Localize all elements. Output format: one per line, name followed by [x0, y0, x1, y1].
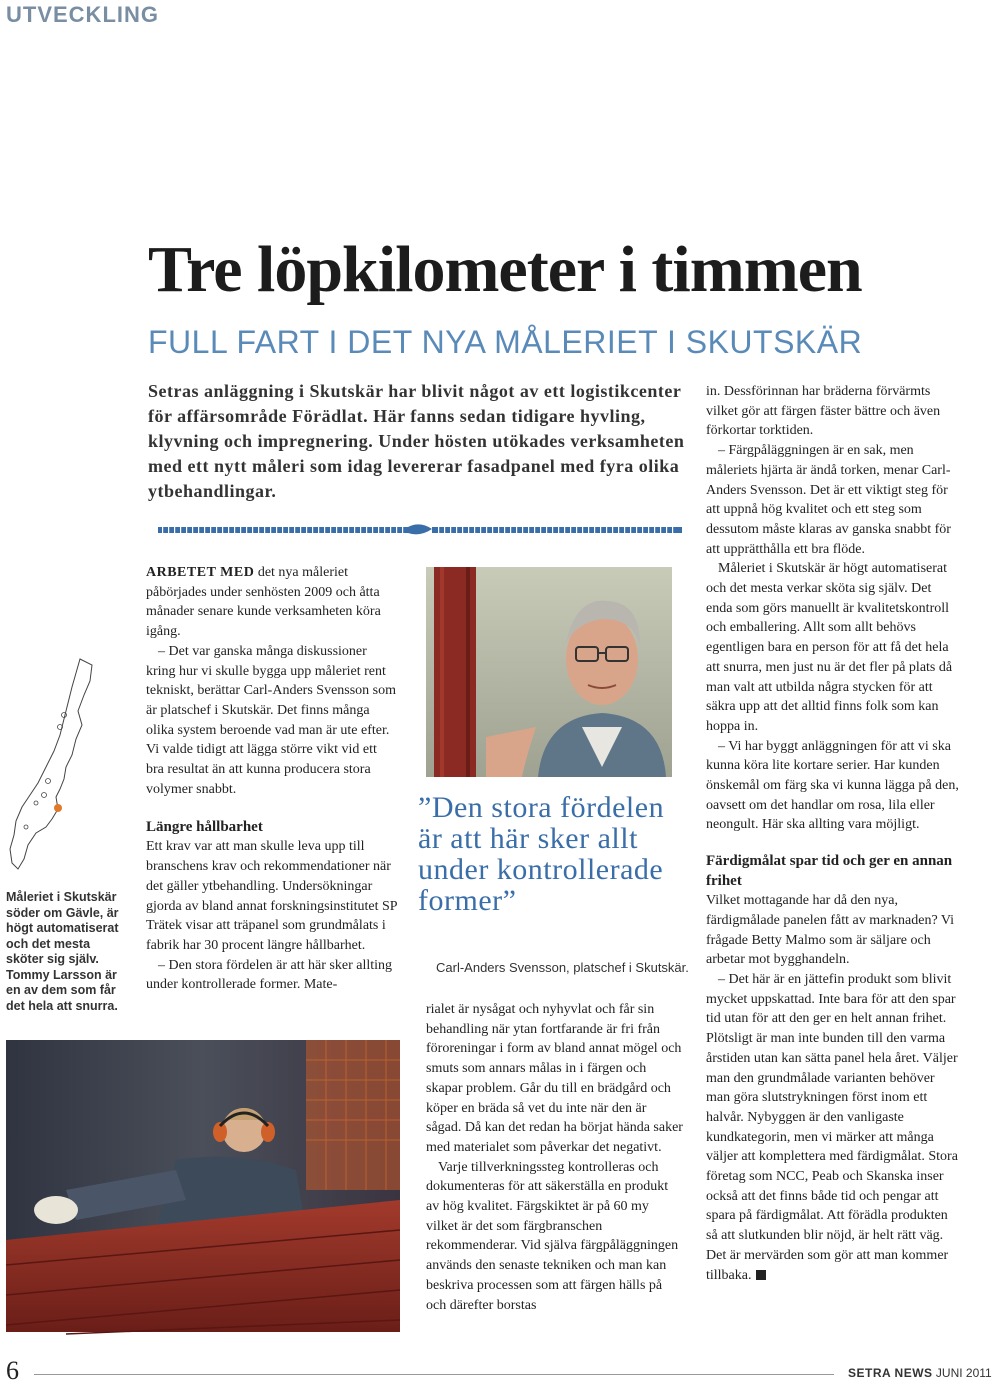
end-mark-icon	[756, 1270, 766, 1280]
subheading: Färdigmålat spar tid och ger en annan frihet	[706, 853, 953, 890]
magazine-name: SETRA NEWS	[848, 1366, 933, 1380]
lead-paragraph: Setras anläggning i Skutskär har blivit något av ett logistikcenter för affärsområde Förädlat. Här fanns sedan tidigare hyvling, klyvning och impregnering. Under hösten utökades verksamheten med ett nytt måleri som idag levererar fasadpanel med fyra olika ytbehandlingar.	[148, 381, 685, 501]
article-column-3	[706, 382, 960, 1285]
paragraph-text: – Det här är en jättefin produkt som blivit mycket uppskattad. Inte bara för att den spar tid utan för att den ger en helt annan frihet. Plötsligt är man inte bunden till den varma årstiden utan kan sätta panel hela året. Väljer man den grundmålade varianten behöver man göra slutstrykningen först inom ett halvår. Nybyggen är den vanligaste kundkategorin, men vi märker att många väljer att komplettera med färdigmålat. Stora företag som NCC, Peab och Skanska inser också att det finns både tid och pengar att spara på färdigmålat. Att förädla produkten så att slutkunden blir nöjd, är helt rätt väg. Det är mervärden som gör att man kommer tillbaka.	[706, 971, 958, 1283]
paragraph: Ett krav var att man skulle leva upp till branschens krav och rekommendationer när det gäller ytbehandling. Undersökningar gjorda av bland annat forskningsinstitutet SP Trätek visar att träpanel som grundmålats i fabrik har 30 procent längre hållbarhet.	[146, 839, 398, 953]
worker-photo	[6, 1040, 400, 1332]
quote-citation: Carl-Anders Svensson, platschef i Skutskär.	[436, 960, 689, 975]
paragraph	[706, 970, 960, 1285]
footer-masthead	[848, 1366, 992, 1380]
paragraph: rialet är nysågat och nyhyvlat och får sin behandling när ytan fortfarande är fri från föroreningar i form av bland annat mögel och smuts som annars målas in i färgen och skapar problem. Går du till en brädgård och köper en bräda så vet du inte när den är sågad. Då kan det redan ha börjat hända saker med materialet som påverkar det negativt.	[426, 1002, 683, 1155]
article-title: Tre löpkilometer i timmen	[148, 233, 862, 306]
section-label: UTVECKLING	[6, 2, 159, 27]
article-lead	[148, 379, 688, 504]
portrait-photo	[426, 567, 672, 777]
paragraph: – Vi har byggt anläggningen för att vi ska kunna köra lite kortare serier. Har kunden önskemål om färg ska vi kunna lägga på den, oavsett om det handlar om rosa, lila eller neongult. Här ska allting vara möjligt.	[706, 738, 959, 833]
quote-open-mark: ”	[418, 791, 432, 824]
article-column-2	[426, 1000, 684, 1315]
decorative-divider	[158, 523, 682, 537]
intro-text: det nya måleriet påbörjades under senhösten 2009 och åtta månader senare kunde verksamheten köra igång.	[146, 565, 381, 640]
pull-quote	[418, 792, 688, 916]
paragraph	[146, 563, 398, 642]
quote-close-mark: ”	[502, 884, 517, 917]
article-subtitle: FULL FART I DET NYA MÅLERIET I SKUTSKÄR	[148, 324, 863, 360]
subheading: Längre hållbarhet	[146, 819, 263, 836]
paragraph: – Det var ganska många diskussioner kring hur vi skulle bygga upp måleriet rent tekniskt, berättar Carl-Anders Svensson som är platschef i Skutskär. Det finns många olika system beroende vad man är ute efter. Vi valde tidigt att lägga större vikt vid ett bra resultat än att kunna producera stora volymer snabbt.	[146, 643, 397, 797]
quote-text: Den stora fördelen är att här sker allt under kontrollerade former	[418, 791, 665, 917]
article-column-1	[146, 563, 398, 995]
paragraph: in. Dessförinnan har bräderna förvärmts vilket gör att färgen fäster bättre och även förkortar torktiden.	[706, 384, 941, 439]
paragraph: – Den stora fördelen är att här sker allting under kontrollerade former. Mate-	[146, 957, 393, 993]
paragraph: Vilket mottagande har då den nya, färdigmålade panelen fått av marknaden? Vi frågade Betty Malmo som är säljare och arbetar mot bygghandeln.	[706, 893, 955, 968]
footer-rule	[34, 1374, 834, 1375]
page-number: 6	[6, 1356, 19, 1385]
paragraph: Måleriet i Skutskär är högt automatiserat och det mesta verkar sköta sig själv. Det enda som görs manuellt är kvalitetskontroll och emballering. Allt som allt behövs egentligen bara en person för att få det hela att snurra, men just nu är det fler på plats då man valt att utbilda några stycken för att säkra upp att det alltid finns folk som kan hoppa in.	[706, 561, 953, 734]
skutskar-location-marker	[54, 804, 62, 812]
paragraph: – Färgpåläggningen är en sak, men måleriets hjärta är ändå torken, menar Carl-Anders Svensson. Det är ett viktigt steg för att uppnå hög kvalitet och ett steg som dessutom måste klaras av ganska snabbt för att upprätthålla ett bra flöde.	[706, 443, 951, 557]
paragraph: Varje tillverkningssteg kontrolleras och dokumenteras för att säkerställa en produkt av hög kvalitet. Färgskiktet är på 60 my vilket är det som färgbranschen rekommenderar. Vid själva färgpåläggningen används den senaste tekniken och man kan beskriva processen som att färgen hälls på och därefter borstas	[426, 1159, 679, 1313]
sweden-map-illustration	[6, 655, 126, 880]
intro-lead-words: ARBETET MED	[146, 565, 255, 580]
map-caption: Måleriet i Skutskär söder om Gävle, är högt automatiserat och det mesta sköter sig själv. Tommy Larsson är en av dem som får det hela att snurra.	[6, 890, 119, 1013]
issue-date: JUNI 2011	[935, 1366, 992, 1380]
